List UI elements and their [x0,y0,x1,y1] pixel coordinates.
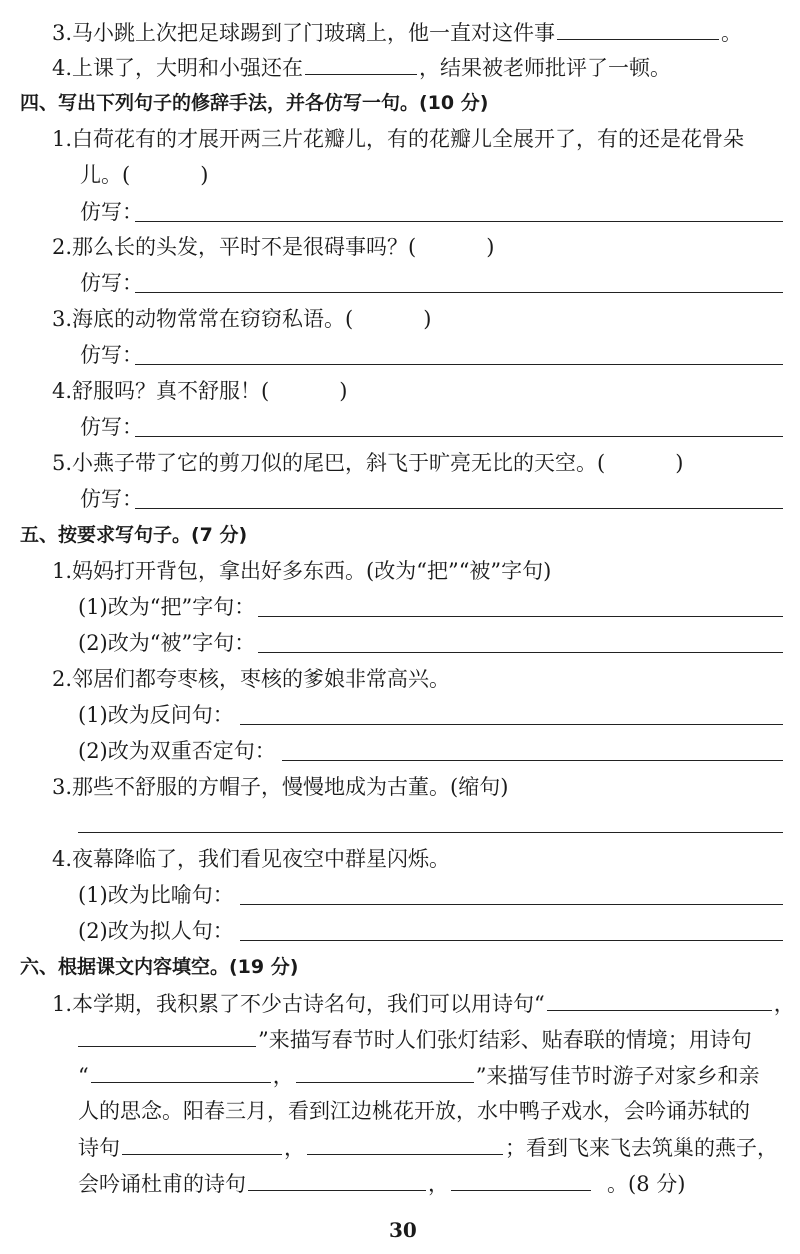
paren-close: ) [423,307,432,331]
fangxie-label: 仿写： [80,271,143,295]
question-6-1-line3 [78,1060,760,1090]
fangxie-label: 仿写： [80,487,143,511]
question-5-2: 2.邻居们都夸枣核，枣核的爹娘非常高兴。 [52,667,451,691]
answer-blank[interactable] [451,1168,591,1191]
answer-line[interactable] [258,616,783,617]
question-text: 4.舒服吗？真不舒服！( [52,379,270,403]
sub-question-label: (1)改为比喻句： [78,883,234,907]
question-text: 3.马小跳上次把足球踢到了门玻璃上，他一直对这件事 [52,21,556,45]
question-text-end: ，结果被老师批评了一顿。 [419,56,672,80]
sub-question-label: (1)改为反问句： [78,703,234,727]
answer-blank[interactable] [78,1024,256,1047]
answer-blank[interactable] [248,1168,426,1191]
question-text: 3.海底的动物常常在窃窃私语。( [52,307,354,331]
section-4-title: 四、写出下列句子的修辞手法，并各仿写一句。(10 分) [20,92,489,114]
question-4-1-line2 [80,160,208,190]
answer-line[interactable] [282,760,783,761]
question-text: ；看到飞来飞去筑巢的燕子， [505,1136,778,1160]
question-6-1-line4: 人的思念。阳春三月，看到江边桃花开放，水中鸭子戏水，会吟诵苏轼的 [78,1099,750,1123]
answer-line[interactable] [258,652,783,653]
paren-close: ) [200,163,209,187]
question-4-4 [52,376,347,406]
answer-line[interactable] [240,724,783,725]
question-text: 4.上课了，大明和小强还在 [52,56,304,80]
fangxie-answer-line[interactable] [135,508,783,509]
fangxie-label: 仿写： [80,200,143,224]
sub-question-label: (2)改为“被”字句： [78,631,256,655]
answer-blank[interactable] [557,17,719,40]
question-text: ”来描写佳节时游子对家乡和亲 [475,1064,760,1088]
sub-question-label: (1)改为“把”字句： [78,595,256,619]
question-text: 儿。( [80,163,131,187]
comma: ， [284,1136,305,1160]
fangxie-label: 仿写： [80,343,143,367]
question-text: 1.本学期，我积累了不少古诗名句，我们可以用诗句“ [52,992,545,1016]
paren-close: ) [486,235,495,259]
question-6-1-line5 [78,1132,778,1162]
fangxie-answer-line[interactable] [135,292,783,293]
comma: ， [773,992,795,1016]
answer-blank[interactable] [122,1132,282,1155]
question-4-2 [52,232,494,262]
answer-blank[interactable] [547,988,772,1011]
open-quote: “ [78,1064,89,1088]
answer-line[interactable] [78,832,783,833]
question-text: 5.小燕子带了它的剪刀似的尾巴，斜飞于旷亮无比的天空。( [52,451,606,475]
question-5-4: 4.夜幕降临了，我们看见夜空中群星闪烁。 [52,847,451,871]
question-5-1: 1.妈妈打开背包，拿出好多东西。(改为“把”“被”字句) [52,559,552,583]
answer-line[interactable] [240,904,783,905]
answer-line[interactable] [240,940,783,941]
answer-blank[interactable] [296,1060,474,1083]
question-3-3 [52,17,742,47]
question-4-5 [52,448,683,478]
sub-question-label: (2)改为拟人句： [78,919,234,943]
paren-close: ) [675,451,684,475]
section-5-title: 五、按要求写句子。(7 分) [20,524,248,546]
comma: ， [428,1172,449,1196]
question-text-end: 。(8 分) [607,1172,686,1196]
question-text: ”来描写春节时人们张灯结彩、贴春联的情境；用诗句 [258,1028,752,1052]
fangxie-label: 仿写： [80,415,143,439]
question-text: 2.那么长的头发，平时不是很碍事吗？( [52,235,417,259]
question-6-1-line2 [78,1024,752,1054]
page-number: 30 [389,1218,417,1242]
question-text: 诗句 [78,1136,120,1160]
question-4-1-line1: 1.白荷花有的才展开两三片花瓣儿，有的花瓣儿全展开了，有的还是花骨朵 [52,127,745,151]
fangxie-answer-line[interactable] [135,221,783,222]
section-6-title: 六、根据课文内容填空。(19 分) [20,956,299,978]
question-text: 会吟诵杜甫的诗句 [78,1172,246,1196]
question-6-1-line1 [52,988,795,1018]
answer-blank[interactable] [307,1132,503,1155]
question-4-3 [52,304,431,334]
question-5-3: 3.那些不舒服的方帽子，慢慢地成为古董。(缩句) [52,775,509,799]
question-text-end: 。 [721,21,743,45]
sub-question-label: (2)改为双重否定句： [78,739,276,763]
comma: ， [272,1064,294,1088]
question-6-1-line6 [78,1168,685,1198]
question-3-4 [52,52,671,82]
answer-blank[interactable] [305,52,417,75]
fangxie-answer-line[interactable] [135,364,783,365]
answer-blank[interactable] [91,1060,271,1083]
paren-close: ) [339,379,348,403]
fangxie-answer-line[interactable] [135,436,783,437]
